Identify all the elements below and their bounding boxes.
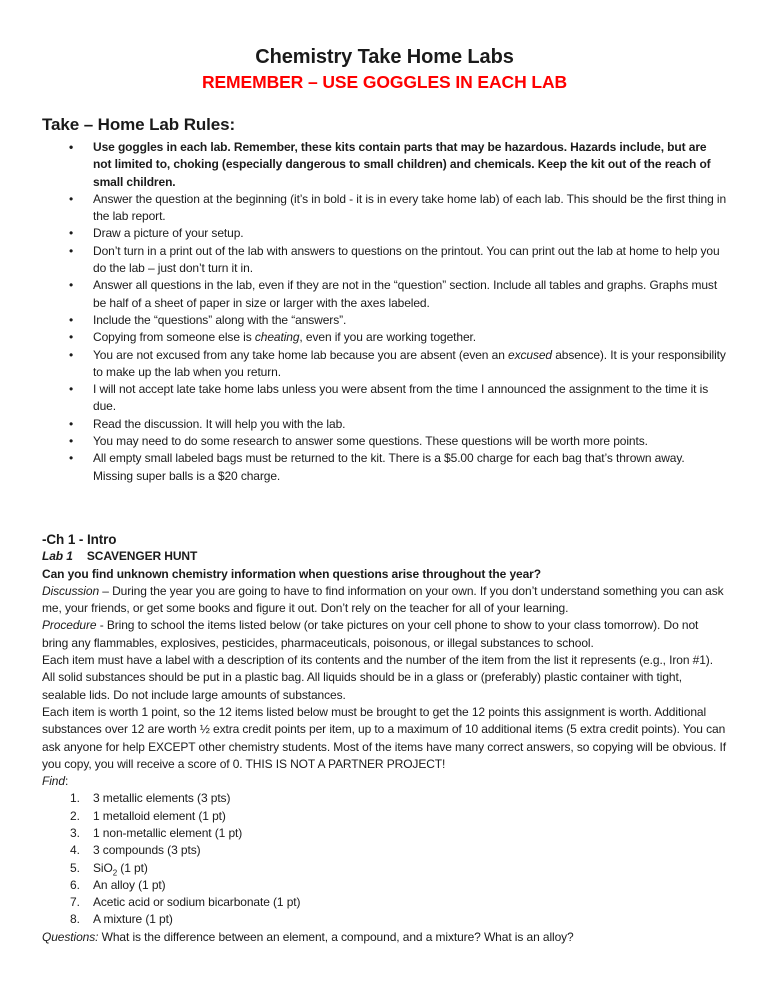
rule-draw-setup: • Draw a picture of your setup.	[42, 225, 727, 242]
chapter-heading: -Ch 1 - Intro	[42, 531, 117, 547]
find-item-metalloid: 2. 1 metalloid element (1 pt)	[70, 808, 226, 823]
find-item-nonmetallic: 3. 1 non-metallic element (1 pt)	[70, 825, 243, 840]
rule-no-printout: • Don’t turn in a print out of the lab with answers to questions on the printout. You can print out the lab at home to help you do the lab – just don’t turn it in.	[42, 243, 727, 278]
discussion-paragraph: Discussion – During the year you are going to have to find information on your own. If you don’t understand something you can ask me, your friends, or get some books and figure it out. Don’t rely on the teacher for all of your learning.	[42, 583, 724, 616]
document-title: Chemistry Take Home Labs	[255, 46, 514, 68]
lab-title-line	[42, 548, 727, 565]
labeling-paragraph: Each item must have a label with a description of its contents and the number of the item from the list it represents (e.g., Iron #1). All solid substances should be put in a plastic bag. All liquids should be in a glass or (preferably) plastic container with tight, sealable lids. Do not include large amounts of substances.	[42, 653, 713, 702]
rule-read-discussion: • Read the discussion. It will help you with the lab.	[42, 416, 727, 433]
find-item-alloy: 6. An alloy (1 pt)	[70, 877, 166, 892]
rules-bullet-list	[42, 139, 727, 485]
find-items-list	[42, 790, 727, 928]
procedure-label: Procedure	[42, 618, 97, 633]
rule-return-bags: • All empty small labeled bags must be returned to the kit. There is a $5.00 charge for each bag that’s thrown away. Missing super balls is a $20 charge.	[42, 450, 727, 485]
document-subtitle-warning: REMEMBER – USE GOGGLES IN EACH LAB	[201, 72, 568, 92]
questions-label: Questions:	[42, 929, 99, 944]
find-item-sio2: 5. SiO$_2$ (1 pt)	[70, 860, 148, 877]
rule-not-excused: • You are not excused from any take home lab because you are absent (even an excused absence). It is your responsibility to make up the lab when you return.	[42, 347, 727, 382]
find-item-compounds: 4. 3 compounds (3 pts)	[70, 843, 201, 858]
lab-name: SCAVENGER HUNT	[86, 549, 198, 564]
rule-answer-question: • Answer the question at the beginning (it’s in bold - it is in every take home lab) of each lab. This should be the first thing in the lab report.	[42, 191, 727, 226]
find-label-line: Find:	[42, 774, 69, 789]
rules-section-heading: Take – Home Lab Rules:	[42, 115, 236, 134]
rule-answer-all: • Answer all questions in the lab, even if they are not in the “question” section. Include all tables and graphs. Graphs must be half of a sheet of paper in size or larger with the axes labeled.	[42, 277, 727, 312]
points-paragraph: Each item is worth 1 point, so the 12 items listed below must be brought to get the 12 points this assignment is worth. Additional substances over 12 are worth ½ extra credit points per item, up to a maximum of 10 additional items (5 extra credit points). You can ask anyone for help EXCEPT other chemistry students. Most of the items have many correct answers, so copying will be obvious. If you copy, you will receive a score of 0. THIS IS NOT A PARTNER PROJECT!	[42, 704, 726, 771]
discussion-label: Discussion	[42, 583, 100, 598]
rule-no-late: • I will not accept late take home labs unless you were absent from the time I announced the assignment to the time it is due.	[42, 381, 727, 416]
lab-number-label: Lab 1	[42, 549, 73, 564]
lab1-section	[42, 531, 727, 946]
rule-research: • You may need to do some research to answer some questions. These questions will be worth more points.	[42, 433, 727, 450]
find-item-mixture: 8. A mixture (1 pt)	[70, 912, 173, 927]
procedure-paragraph: Procedure - Bring to school the items listed below (or take pictures on your cell phone to show to your class tomorrow). Do not bring any flammables, explosives, pesticides, pharmaceuticals, poisonous, or illegal substances to school.	[42, 618, 699, 650]
rule-copying: • Copying from someone else is cheating, even if you are working together.	[42, 329, 727, 346]
rule-include-questions: • Include the “questions” along with the “answers”.	[42, 312, 727, 329]
find-item-metallic: 1. 3 metallic elements (3 pts)	[70, 791, 231, 806]
rule-goggles: • Use goggles in each lab. Remember, these kits contain parts that may be hazardous. Hazards include, but are not limited to, choking (especially dangerous to small children) and chemicals. Keep the kit out of the reach of small children.	[42, 139, 727, 191]
lab-lead-question: Can you find unknown chemistry information when questions arise throughout the year?	[42, 566, 541, 581]
find-item-acetic: 7. Acetic acid or sodium bicarbonate (1 pt)	[70, 895, 301, 910]
questions-line: Questions: What is the difference between an element, a compound, and a mixture? What is an alloy?	[42, 929, 574, 944]
